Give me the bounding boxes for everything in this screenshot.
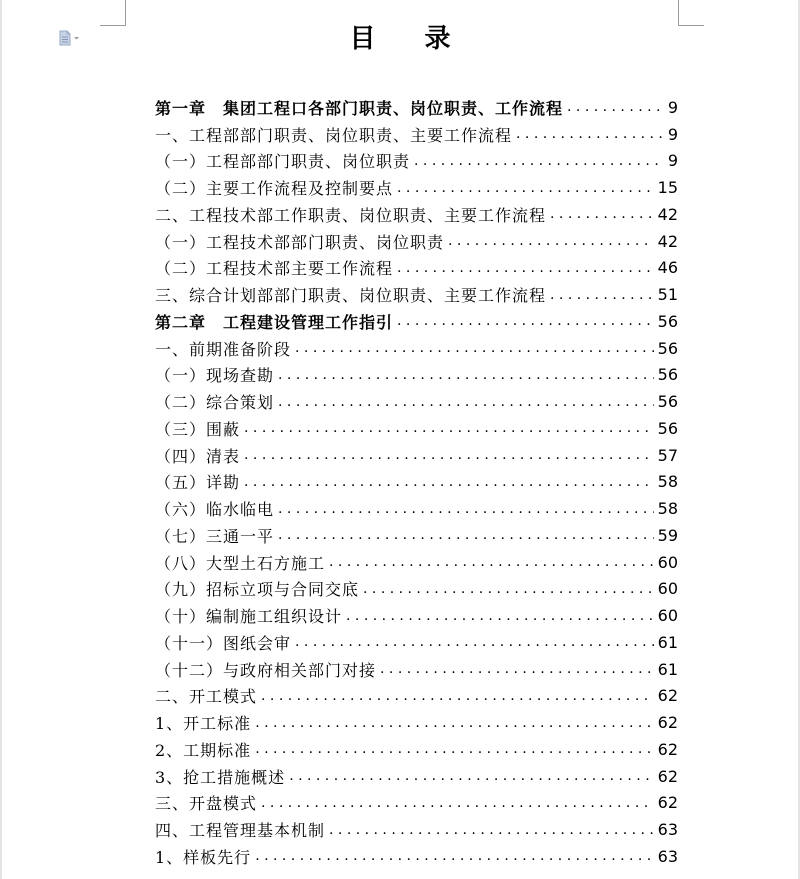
toc-entry-page-number: 42 (657, 231, 678, 251)
toc-dot-leader (397, 259, 654, 277)
toc-entry-page-number: 58 (657, 499, 678, 519)
toc-entry-title: 第二章 工程建设管理工作指引 (155, 312, 394, 332)
toc-entry-page-number: 46 (657, 258, 678, 278)
toc-entry[interactable] (155, 602, 678, 629)
toc-entry[interactable] (155, 442, 678, 469)
toc-entry[interactable] (155, 736, 678, 763)
toc-dot-leader (414, 152, 664, 170)
toc-entry-title: （七）三通一平 (155, 526, 275, 546)
toc-dot-leader (278, 393, 654, 411)
toc-entry-page-number: 51 (657, 285, 678, 305)
toc-entry-title: 三、开盘模式 (155, 794, 258, 814)
toc-entry-page-number: 56 (657, 418, 678, 438)
toc-entry-title: （二）工程技术部主要工作流程 (155, 259, 394, 279)
toc-entry[interactable] (155, 415, 678, 442)
toc-entry[interactable] (155, 683, 678, 710)
toc-entry[interactable] (155, 469, 678, 496)
toc-dot-leader (346, 607, 654, 625)
toc-dot-leader (278, 500, 654, 518)
toc-dot-leader (567, 98, 664, 116)
toc-dot-leader (278, 526, 654, 544)
toc-entry-title: 二、工程技术部工作职责、岗位职责、主要工作流程 (155, 205, 547, 225)
toc-entry-page-number: 9 (667, 97, 678, 117)
toc-entry[interactable] (155, 121, 678, 148)
toc-entry-page-number: 60 (657, 579, 678, 599)
toc-entry-title: 3、抢工措施概述 (155, 767, 286, 787)
toc-entry-title: （一）工程技术部部门职责、岗位职责 (155, 232, 445, 252)
toc-entry-title: （六）临水临电 (155, 500, 275, 520)
toc-entry-title: 第一章 集团工程口各部门职责、岗位职责、工作流程 (155, 98, 564, 118)
toc-entry-title: 二、开工模式 (155, 687, 258, 707)
toc-entry[interactable] (155, 709, 678, 736)
toc-dot-leader (329, 821, 654, 839)
toc-entry[interactable] (155, 335, 678, 362)
toc-entry-title: （十一）图纸会审 (155, 633, 292, 653)
toc-entry-page-number: 56 (657, 365, 678, 385)
toc-entry-page-number: 15 (657, 178, 678, 198)
toc-entry-page-number: 58 (657, 472, 678, 492)
toc-entry-title: 三、综合计划部部门职责、岗位职责、主要工作流程 (155, 286, 547, 306)
toc-dot-leader (516, 125, 664, 143)
table-of-contents (155, 94, 678, 870)
toc-entry-page-number: 56 (657, 311, 678, 331)
toc-entry-page-number: 56 (657, 338, 678, 358)
toc-entry-page-number: 62 (657, 686, 678, 706)
toc-entry-page-number: 56 (657, 392, 678, 412)
toc-entry[interactable] (155, 495, 678, 522)
toc-dot-leader (329, 553, 654, 571)
toc-dot-leader (244, 446, 654, 464)
toc-entry-page-number: 61 (657, 659, 678, 679)
toc-entry-title: 一、工程部部门职责、岗位职责、主要工作流程 (155, 125, 513, 145)
toc-entry[interactable] (155, 790, 678, 817)
toc-entry-page-number: 63 (657, 820, 678, 840)
toc-dot-leader (261, 794, 654, 812)
toc-entry-page-number: 61 (657, 632, 678, 652)
toc-entry-page-number: 62 (657, 713, 678, 733)
toc-entry[interactable] (155, 255, 678, 282)
toc-entry-title: （一）现场查勘 (155, 366, 275, 386)
toc-entry-title: 2、工期标准 (155, 740, 252, 760)
toc-entry-page-number: 42 (657, 204, 678, 224)
toc-entry-page-number: 9 (667, 124, 678, 144)
toc-entry-page-number: 62 (657, 739, 678, 759)
toc-entry-page-number: 60 (657, 606, 678, 626)
toc-dot-leader (278, 366, 654, 384)
toc-dot-leader (363, 580, 654, 598)
toc-dot-leader (244, 473, 654, 491)
toc-entry[interactable] (155, 201, 678, 228)
toc-entry-page-number: 60 (657, 552, 678, 572)
toc-entry[interactable] (155, 362, 678, 389)
toc-entry-page-number: 57 (657, 445, 678, 465)
toc-entry-title: 一、前期准备阶段 (155, 339, 292, 359)
toc-entry-title: （二）综合策划 (155, 393, 275, 413)
toc-dot-leader (255, 714, 653, 732)
toc-entry-title: 1、开工标准 (155, 714, 252, 734)
toc-dot-leader (255, 847, 653, 865)
toc-entry-title: （一）工程部部门职责、岗位职责 (155, 152, 411, 172)
toc-entry-title: 1、样板先行 (155, 847, 252, 867)
toc-entry-title: （二）主要工作流程及控制要点 (155, 179, 394, 199)
toc-dot-leader (244, 419, 654, 437)
toc-entry-page-number: 9 (667, 151, 678, 171)
toc-entry[interactable] (155, 308, 678, 335)
toc-entry[interactable] (155, 816, 678, 843)
toc-entry[interactable] (155, 174, 678, 201)
toc-dot-leader (295, 633, 654, 651)
toc-dot-leader (255, 740, 653, 758)
toc-entry[interactable] (155, 576, 678, 603)
toc-entry[interactable] (155, 388, 678, 415)
toc-entry[interactable] (155, 763, 678, 790)
toc-entry[interactable] (155, 843, 678, 870)
toc-entry-title: （九）招标立项与合同交底 (155, 580, 360, 600)
toc-dot-leader (397, 312, 654, 330)
toc-entry[interactable] (155, 629, 678, 656)
toc-entry-title: （十二）与政府相关部门对接 (155, 660, 377, 680)
toc-dot-leader (448, 232, 654, 250)
toc-entry-title: （八）大型土石方施工 (155, 553, 326, 573)
toc-dot-leader (289, 767, 653, 785)
toc-entry-title: （三）围蔽 (155, 419, 241, 439)
toc-entry[interactable] (155, 281, 678, 308)
toc-dot-leader (550, 205, 654, 223)
toc-dot-leader (550, 286, 654, 304)
toc-entry-title: （十）编制施工组织设计 (155, 607, 343, 627)
toc-entry-title: 四、工程管理基本机制 (155, 821, 326, 841)
toc-dot-leader (295, 339, 654, 357)
page-left-edge (0, 0, 2, 879)
toc-entry-page-number: 62 (657, 766, 678, 786)
toc-entry-page-number: 63 (657, 846, 678, 866)
toc-entry[interactable] (155, 148, 678, 175)
toc-dot-leader (261, 687, 654, 705)
toc-entry[interactable] (155, 94, 678, 121)
toc-entry-page-number: 59 (657, 525, 678, 545)
toc-dot-leader (397, 179, 654, 197)
toc-entry-page-number: 62 (657, 793, 678, 813)
page-title: 目 录 (349, 24, 471, 54)
toc-entry[interactable] (155, 549, 678, 576)
toc-entry-title: （五）详勘 (155, 473, 241, 493)
toc-entry-title: （四）清表 (155, 446, 241, 466)
toc-entry[interactable] (155, 228, 678, 255)
toc-entry[interactable] (155, 656, 678, 683)
toc-dot-leader (380, 660, 654, 678)
toc-entry[interactable] (155, 522, 678, 549)
